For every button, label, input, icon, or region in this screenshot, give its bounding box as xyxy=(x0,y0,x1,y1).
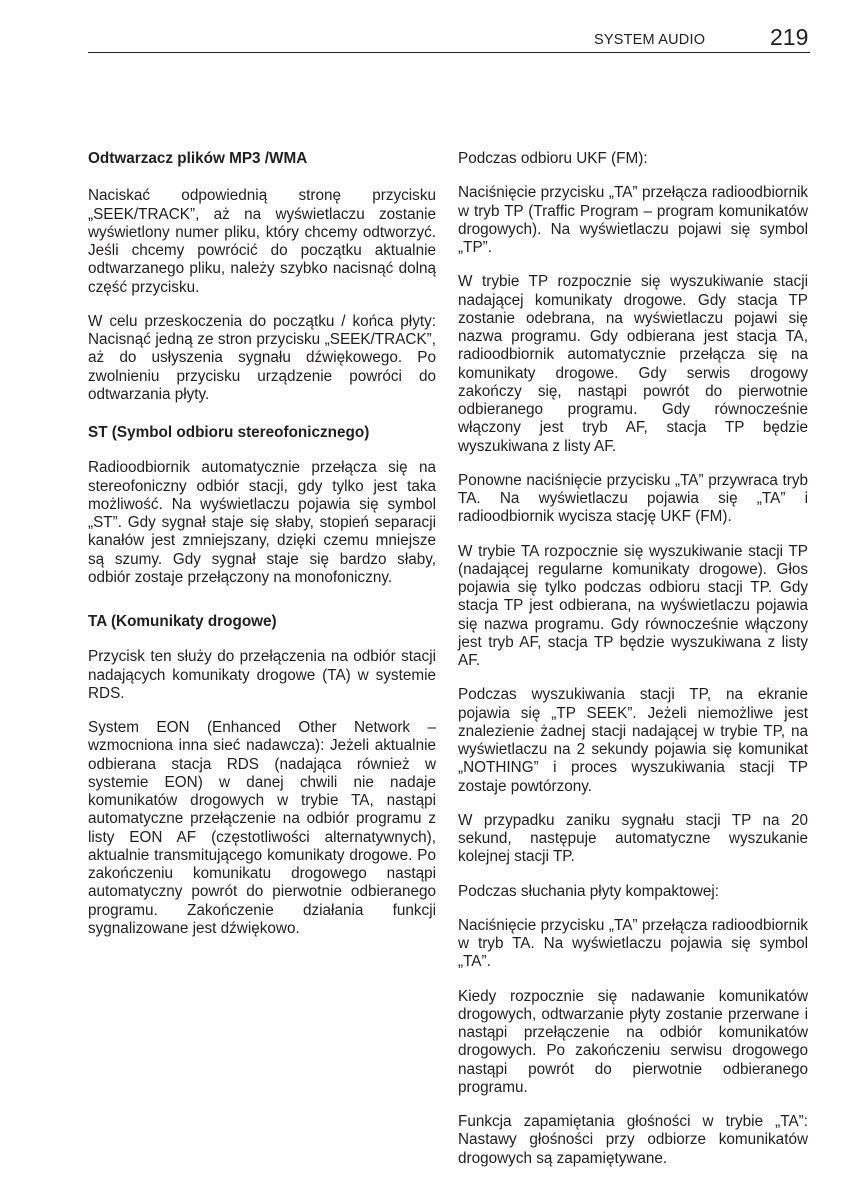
left-column xyxy=(88,150,436,954)
st-heading: ST (Symbol odbioru stereofonicznego) xyxy=(88,424,370,441)
right-paragraph: Ponowne naciśnięcie przycisku „TA” przywraca tryb TA. Na wyświetlaczu pojawia się „TA” i radioodbiornik wycisza stację UKF (FM). xyxy=(458,471,808,526)
right-paragraph: Podczas słuchania płyty kompaktowej: xyxy=(458,882,720,900)
right-paragraph: Naciśnięcie przycisku „TA” przełącza radioodbiornik w tryb TP (Traffic Program – program komunikatów drogowych). Na wyświetlaczu pojawi się symbol „TP”. xyxy=(458,184,808,256)
header-rule xyxy=(88,52,810,53)
right-paragraph: W trybie TA rozpocznie się wyszukiwanie stacji TP (nadającej regularne komunikaty drogowe). Głos pojawia się tylko podczas odbioru stacji TP. Gdy stacja TP jest odbierana, na wyświetlaczu pojawia się nazwa programu. Gdy równocześnie włączony jest tryb AF, stacja TP będzie wyszukiwana z listy AF. xyxy=(458,542,808,669)
st-paragraph: Radioodbiornik automatycznie przełącza się na stereofoniczny odbiór stacji, gdy tylko jest taka możliwość. Na wyświetlaczu pojawia się symbol „ST”. Gdy sygnał staje się słaby, stopień separacji kanałów jest zmniejszany, dzięki czemu mniejsze są szumy. Gdy sygnał staje się bardzo słaby, odbiór zostaje przełączony na monofoniczny. xyxy=(88,459,436,586)
right-column xyxy=(458,150,808,1184)
ta-heading: TA (Komunikaty drogowe) xyxy=(88,613,277,630)
ta-paragraph: System EON (Enhanced Other Network – wzmocniona inna sieć nadawcza): Jeżeli aktualnie odbierana stacja RDS (nadająca również w systemie EON) w danej chwili nie nadaje komunikatów drogowych w trybie TA, nastąpi automatyczne przełączenie na odbiór programu z listy EON AF (częstotliwości alternatywnych), aktualnie transmitującego komunikaty drogowe. Po zakończeniu komunikatu drogowego nastąpi automatyczny powrót do pierwotnie odbieranego programu. Zakończenie działania funkcji sygnalizowane jest dźwiękowo. xyxy=(88,719,436,937)
right-paragraph: Kiedy rozpocznie się nadawanie komunikatów drogowych, odtwarzanie płyty zostanie przerwane i nastąpi przełączenie na odbiór komunikatów drogowych. Po zakończeniu serwisu drogowego nastąpi powrót do pierwotnie odbieranego programu. xyxy=(458,987,808,1096)
right-paragraph: W trybie TP rozpocznie się wyszukiwanie stacji nadającej komunikaty drogowe. Gdy stacja TP zostanie odebrana, na wyświetlaczu pojawi się nazwa programu. Gdy odbierana jest stacja TA, radioodbiornik automatycznie przełącza się na komunikaty drogowe. Gdy serwis drogowy zakończy się, nastąpi powrót do pierwotnie odbieranego programu. Gdy równocześnie włączony jest tryb AF, stacja TP będzie wyszukiwana z listy AF. xyxy=(458,273,808,455)
ta-paragraph: Przycisk ten służy do przełączenia na odbiór stacji nadających komunikaty drogowe (TA) w systemie RDS. xyxy=(88,648,436,702)
mp3-heading: Odtwarzacz plików MP3 /WMA xyxy=(88,150,308,167)
section-title: SYSTEM AUDIO xyxy=(594,32,706,48)
right-paragraph: Podczas wyszukiwania stacji TP, na ekranie pojawia się „TP SEEK”. Jeżeli niemożliwe jest znalezienie żadnej stacji nadającej w trybie TP, na wyświetlaczu na 2 sekundy pojawia się komunikat „NOTHING” i proces wyszukiwania stacji TP zostaje powtórzony. xyxy=(458,686,808,795)
mp3-paragraph: Naciskać odpowiednią stronę przycisku „SEEK/TRACK”, aż na wyświetlaczu zostanie wyświetlony numer pliku, który chcemy odtworzyć. Jeśli chcemy powrócić do początku aktualnie odtwarzanego pliku, należy szybko nacisnąć dolną część przycisku. xyxy=(88,187,436,296)
right-paragraph: Funkcja zapamiętania głośności w trybie „TA”: Nastawy głośności przy odbiorze komunikatów drogowych są zapamiętywane. xyxy=(458,1113,808,1167)
page-number: 219 xyxy=(770,24,809,50)
right-paragraph: W przypadku zaniku sygnału stacji TP na 20 sekund, następuje automatyczne wyszukanie kolejnej stacji TP. xyxy=(458,811,808,866)
mp3-paragraph: W celu przeskoczenia do początku / końca płyty: Nacisnąć jedną ze stron przycisku „SEEK/TRACK”, aż do usłyszenia sygnału dźwiękowego. Po zwolnieniu przycisku urządzenie powróci do odtwarzania płyty. xyxy=(88,312,436,403)
right-paragraph: Naciśnięcie przycisku „TA” przełącza radioodbiornik w tryb TA. Na wyświetlaczu pojawia się symbol „TA”. xyxy=(458,916,808,971)
right-paragraph: Podczas odbioru UKF (FM): xyxy=(458,150,648,167)
